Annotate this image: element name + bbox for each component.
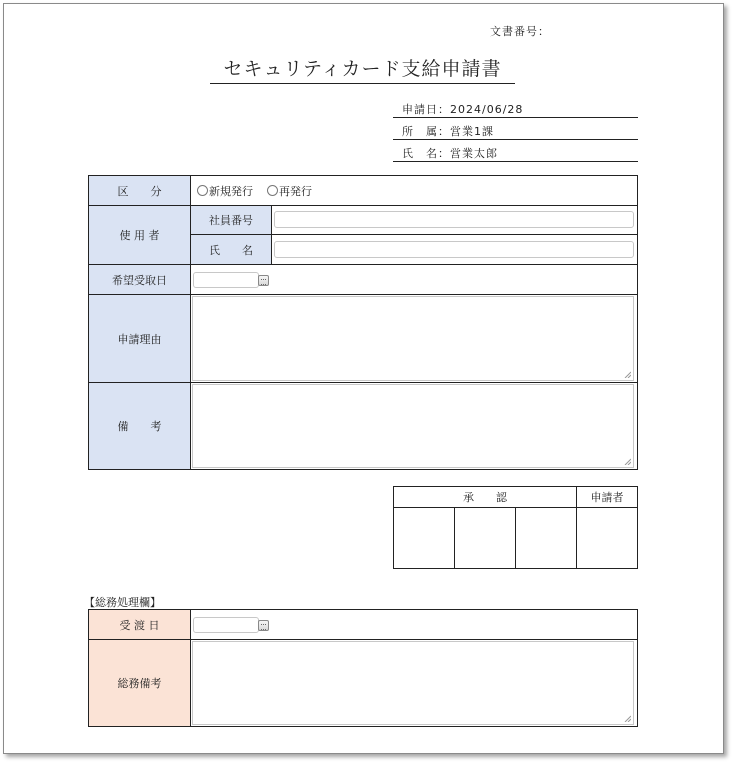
approval-stamp-box xyxy=(454,507,516,569)
user-name-input[interactable] xyxy=(274,241,634,258)
calendar-icon[interactable] xyxy=(258,275,269,286)
applicant-stamp-box xyxy=(576,507,638,569)
handover-date-cell xyxy=(190,609,638,640)
desired-date-input[interactable] xyxy=(193,272,259,288)
employee-no-input[interactable] xyxy=(274,211,634,228)
remarks-textarea[interactable] xyxy=(192,384,634,468)
desired-date-label: 希望受取日 xyxy=(88,264,191,295)
reason-label: 申請理由 xyxy=(88,294,191,383)
employee-no-cell xyxy=(271,205,638,235)
applicant-stamp-header: 申請者 xyxy=(576,486,638,508)
resize-grip-icon[interactable] xyxy=(624,715,631,722)
admin-remarks-label: 総務備考 xyxy=(88,639,191,727)
department: 所 属：営業1課 xyxy=(393,123,638,140)
doc-number-label: 文書番号： xyxy=(490,25,550,38)
category-cell xyxy=(190,175,638,206)
radio-reissue[interactable]: 再発行 xyxy=(267,183,312,199)
user-name-cell xyxy=(271,234,638,265)
radio-circle-icon[interactable] xyxy=(197,185,208,196)
resize-grip-icon[interactable] xyxy=(624,371,631,378)
calendar-icon[interactable] xyxy=(258,620,269,631)
remarks-cell xyxy=(190,382,638,470)
desired-date-cell xyxy=(190,264,638,295)
radio-new-issue[interactable]: 新規発行 xyxy=(197,183,253,199)
reason-textarea[interactable] xyxy=(192,296,634,381)
resize-grip-icon[interactable] xyxy=(624,458,631,465)
reason-cell xyxy=(190,294,638,383)
category-label: 区 分 xyxy=(88,175,191,206)
handover-date-input[interactable] xyxy=(193,617,259,633)
employee-no-label: 社員番号 xyxy=(190,205,272,235)
admin-remarks-cell xyxy=(190,639,638,727)
approval-stamp-box xyxy=(393,507,455,569)
user-label: 使 用 者 xyxy=(88,205,191,265)
applicant-name: 氏 名：営業太郎 xyxy=(393,145,638,162)
user-name-label: 氏 名 xyxy=(190,234,272,265)
approval-header: 承 認 xyxy=(393,486,577,508)
admin-remarks-textarea[interactable] xyxy=(192,641,634,725)
admin-section-label: 【総務処理欄】 xyxy=(84,596,161,609)
approval-stamp-box xyxy=(515,507,577,569)
radio-circle-icon[interactable] xyxy=(267,185,278,196)
page-title: セキュリティカード支給申請書 xyxy=(210,54,515,84)
application-date: 申請日：2024/06/28 xyxy=(393,101,638,118)
handover-date-label: 受 渡 日 xyxy=(88,609,191,640)
remarks-label: 備 考 xyxy=(88,382,191,470)
